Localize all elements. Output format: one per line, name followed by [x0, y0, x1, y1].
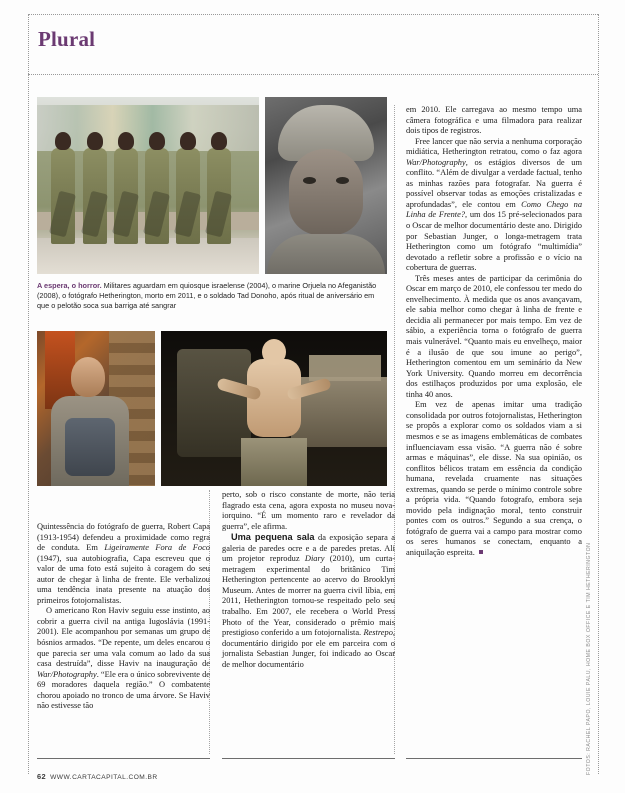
eye: [336, 177, 349, 184]
paragraph-body: da exposição separa a galeria de paredes ocre e a de paredes pretas. Ali um projetor reproduz Diary (2010), um curta-metragem experimental do britânico Tim Hetherington pertencente ao acervo do Brooklyn Museum. Antes de morrer na guerra civil líbia, em 2011, Hetherington tornou-se respeitado pelo seu trabalho. Em 2007, ele recebera o World Press Photo of the Year, considerado o prêmio mais prestigioso conferido a um fotojornalista. Restrepo, documentário dirigido por ele em parceira com o jornalista Sebastian Junger, foi indicado ao Oscar de melhor documentário: [222, 533, 395, 669]
photo-caption: [37, 281, 387, 312]
website-url[interactable]: WWW.CARTACAPITAL.COM.BR: [50, 774, 158, 781]
end-mark: [479, 550, 483, 554]
article-column-3: [406, 105, 582, 753]
soldier-figure: [51, 148, 75, 244]
eye: [303, 177, 316, 184]
article-column-1: [37, 522, 210, 754]
paragraph-with-subhead: [222, 532, 395, 670]
photo-credit: FOTOS: RACHEL PAPO, LOUIE PALU, HOME BOX OFFICE E TIM HETHERINGTON: [586, 542, 592, 775]
camo-pants: [241, 438, 307, 486]
subheading: Uma pequena sala: [231, 532, 315, 543]
soldier-figure: [176, 148, 200, 244]
soldier-figure: [145, 148, 169, 244]
head: [262, 339, 286, 365]
soldier-figure: [207, 148, 231, 244]
vest: [65, 418, 115, 476]
article-column-2: [222, 490, 395, 754]
head: [71, 357, 105, 397]
header-divider: [28, 74, 598, 75]
paragraph: Três meses antes de participar da cerimônia do Oscar em março de 2010, ele confessou ter medo do envelhecimento. À medida que os anos avançavam, ele sabia melhor como chegar à linha de frente e decidia ali permanecer por mais tempo. Em vez de sábio, a experiência torna o fotógrafo de guerra mais vulnerável. “Quanto mais eu envelheço, maior é a ilusão de que sou imune ao perigo”, Hetherington comentou em um seminário da New York University. Quando morreu em decorrência dos estilhaços produzidos por uma explosão, ele tinha 40 anos.: [406, 273, 582, 399]
column-bottom-rule: [37, 758, 210, 759]
soldier-bunker-photo: [161, 331, 387, 486]
caption-text: Militares aguardam em quiosque israelense (2004), o marine Orjuela no Afeganistão (2008), o fotógrafo Hetherington, morto em 2011, e o soldado Tad Donoho, após ritual de aniversário em que o pelotão soca sua barriga até sangrar: [37, 281, 377, 311]
soldier-figure: [83, 148, 107, 244]
paragraph: em 2010. Ele carregava ao mesmo tempo uma câmera fotográfica e uma filmadora para realizar dois tipos de registros.: [406, 105, 582, 136]
page-frame-left: [28, 14, 29, 774]
soldiers-kiosk-photo: [37, 97, 259, 274]
paragraph: O americano Ron Haviv seguiu esse instinto, ao cobrir a guerra civil na antiga Iugoslávia (1991-2001). Ele acompanhou por semanas um grupo de bósnios armados. “De repente, um deles encarou o que parecia ser uma vala comum ao lado da sua casa destruída”, disse Haviv na inauguração de War/Photography. “Ele era o único sobrevivente de 69 moradores daquela região.” O combatente chorou apoiado no tronco de uma árvore. Se Haviv não estivesse tão: [37, 606, 210, 711]
hetherington-portrait-photo: [37, 331, 155, 486]
paragraph: perto, sob o risco constante de morte, não teria flagrado esta cena, agora exposta no museu nova-iorquino. “É um momento raro e revelador da guerra”, ele afirma.: [222, 490, 395, 531]
column-bottom-rule: [222, 758, 395, 759]
column-bottom-rule: [406, 758, 582, 759]
page-footer: [37, 772, 158, 781]
shoulders: [267, 234, 385, 274]
paragraph: Quintessência do fotógrafo de guerra, Robert Capa (1913-1954) defendeu a proximidade como regra de conduta. Em Ligeiramente Fora de Foco (1947), sua autobiografia, Capa escreveu que o valor de uma foto está sujeito à coragem do seu autor de chegar à linha de frente. Ele verbalizou uma tendência inata presente na atuação dos primeiros fotojornalistas.: [37, 522, 210, 605]
paragraph: Em vez de apenas imitar uma tradição consolidada por outros fotojornalistas, Hetherington se propôs a explorar como os soldados viam a si mesmos e se as imagens emblemáticas de combates influenciavam essa visão. “A guerra não é sobre armas e máquinas”, ele disse. Na sua opinião, os conflitos bélicos tratam em essência da condição humana, revelada cruamente nas situações extremas, quando se perde o mínimo controle sobre a própria vida. “Quando fotografo, embora seja movido pela indignação moral, tento construir pontes com os outros.” Segundo a sua crença, o fotógrafo de guerra vai a campo para mostrar como os seres humanos se conectam, enquanto a aniquilação espreita.: [406, 400, 582, 557]
soldier-figure: [114, 148, 138, 244]
face: [289, 149, 363, 235]
paragraph: Free lancer que não servia a nenhuma corporação midiática, Hetherington retratou, como o faz agora War/Photography, os estágios diversos de um conflito. “Além de divulgar a verdade factual, tenho as minhas razões para fotografar. Na guerra é possível observar todas as emoções cristalizadas e aprofundadas”, ele contou em Como Chego na Linha de Frente?, um dos 15 pré-selecionados para o Oscar de melhor documentário deste ano. Dirigido por Sebastian Junger, o longa-metragem trata Hetherington como um fotógrafo “multimídia” devotado a refletir sobre a profissão e o vício na cobertura de guerras.: [406, 136, 583, 273]
page-number: 62: [37, 772, 47, 781]
page-frame-right: [598, 14, 599, 774]
caption-lead: A espera, o horror.: [37, 281, 102, 290]
page-frame-top: [28, 14, 598, 15]
hanging-gear: [177, 349, 251, 457]
marine-portrait-photo: [265, 97, 387, 274]
section-title: Plural: [38, 27, 96, 51]
